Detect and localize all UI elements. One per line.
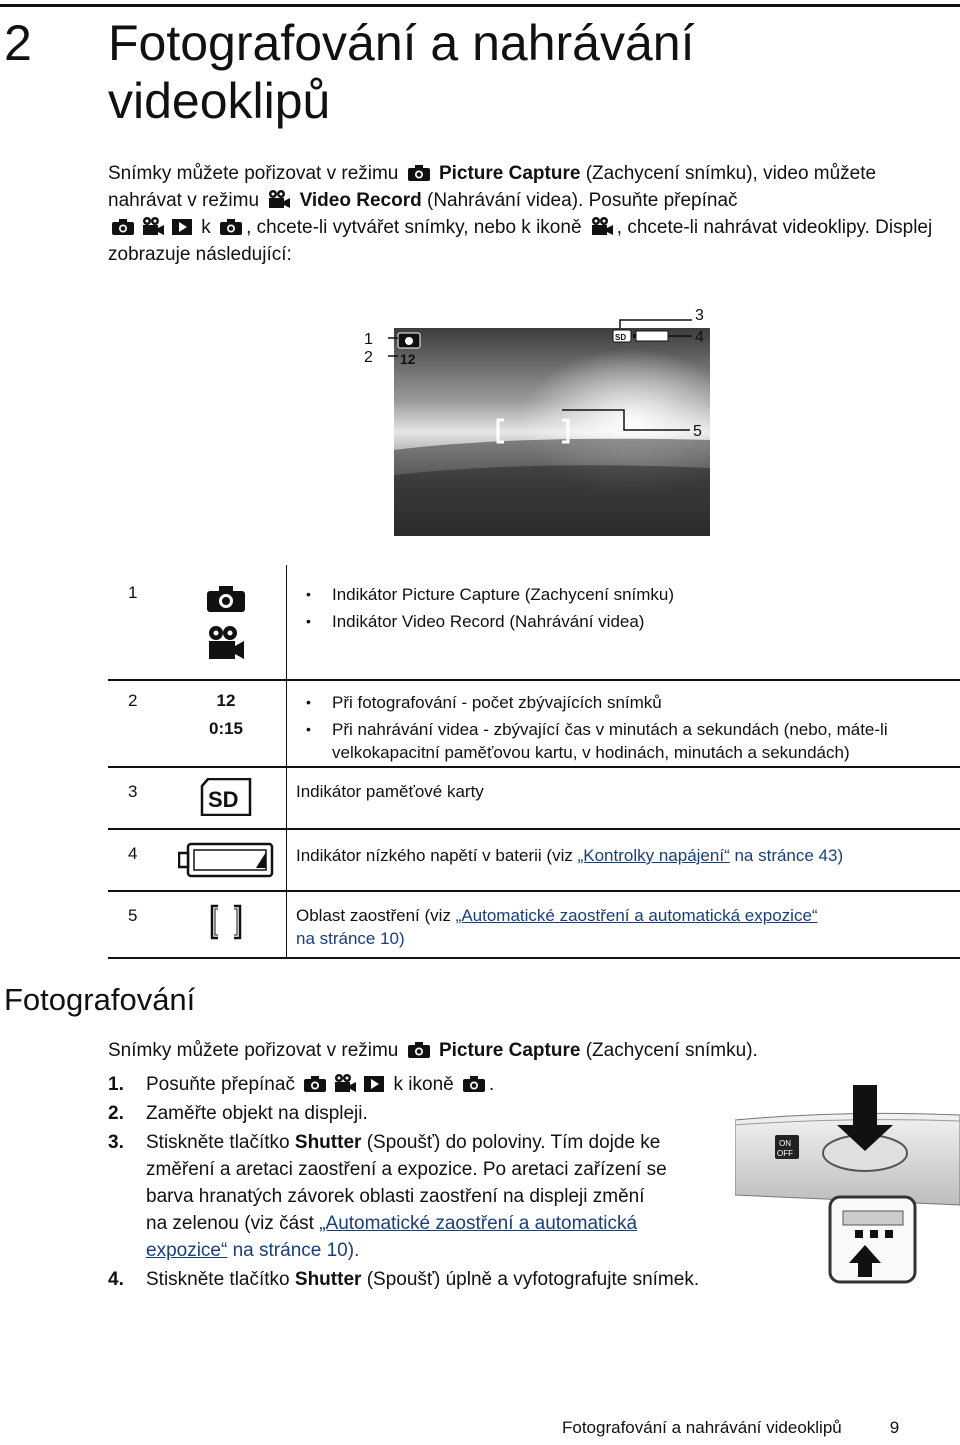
legend-row: 2 12 0:15 • Při fotografování - počet zbývajících snímků • Při nahrávání videa - zbývající čas v minutách a sekundách (nebo, máte-li velkokapacitní paměťovou kartu, v hodinách, minutách a sekundách) (108, 681, 960, 768)
camera-icon (166, 585, 286, 613)
lcd-camera-icon (398, 333, 420, 348)
camera-on-label: ON (779, 1139, 791, 1148)
battery-link[interactable]: „Kontrolky napájení“ (577, 846, 730, 865)
page-number: 9 (889, 1418, 900, 1437)
lcd-display-illustration (362, 300, 722, 540)
lcd-callout-1: 1 (364, 331, 373, 348)
lcd-callout-2: 2 (364, 349, 373, 366)
lcd-battery-icon (633, 331, 668, 341)
step-3: 3. Stiskněte tlačítko Shutter (Spoušť) do poloviny. Tím dojde ke změření a aretaci zaostření a expozice. Po aretaci zařízení se barva hranatých závorek oblasti zaostření na displeji změní na zelenou (viz část „Automatické zaostření a automatická expozice“ na stránce 10). (108, 1132, 667, 1261)
camera-icon (407, 1041, 431, 1059)
section-title: Fotografování (4, 982, 196, 1017)
camera-icon (407, 164, 431, 182)
time-remaining-value: 0:15 (208, 719, 244, 738)
lcd-callout-4: 4 (695, 329, 704, 346)
camera-off-label: OFF (777, 1149, 793, 1158)
video-camera-icon (141, 216, 165, 236)
intro-paragraph: Snímky můžete pořizovat v režimu Picture Capture (Zachycení snímku), video můžete nahrávat v režimu Video Record (Nahrávání videa). Posuňte přepínač k , chcete-li vytvářet snímky, nebo k ikoně , chcete-li nahrávat videoklipy. Displej zobrazuje následující: (108, 163, 933, 265)
step-2: 2. Zaměřte objekt na displeji. (108, 1103, 368, 1124)
svg-text:SD: SD (615, 333, 627, 342)
svg-text:SD: SD (208, 787, 239, 812)
legend-row: 3 SD Indikátor paměťové karty (108, 768, 960, 830)
autofocus-link[interactable]: „Automatické zaostření a automatická expozice“ (455, 906, 818, 925)
top-rule (0, 4, 960, 7)
playback-icon (171, 218, 193, 236)
camera-icon (219, 218, 243, 236)
video-camera-icon (267, 189, 291, 209)
section-intro: Snímky můžete pořizovat v režimu Picture Capture (Zachycení snímku). (108, 1040, 758, 1061)
camera-icon (111, 218, 135, 236)
lcd-callout-5: 5 (693, 423, 702, 440)
lcd-shots-remaining: 12 (400, 351, 416, 367)
chapter-title: Fotografování a nahrávání videoklipů (108, 15, 695, 129)
legend-row: 5 Oblast zaostření (viz „Automatické zaostření a automatická expozice“ na stránce 10) (108, 892, 960, 959)
lcd-callout-3: 3 (695, 307, 704, 324)
legend-table (108, 565, 960, 959)
camera-icon (462, 1075, 486, 1093)
camera-icon (303, 1075, 327, 1093)
step-4: 4. Stiskněte tlačítko Shutter (Spoušť) úplně a vyfotografujte snímek. (108, 1269, 700, 1290)
legend-row: 1 • Indikátor Picture Capture (Zachycení snímku) • Indikátor Video Record (Nahrávání videa) (108, 565, 960, 681)
video-camera-icon (166, 625, 286, 661)
legend-row: 4 Indikátor nízkého napětí v baterii (viz „Kontrolky napájení“ na stránce 43) (108, 830, 960, 892)
video-camera-icon (333, 1073, 357, 1093)
page-footer: Fotografování a nahrávání videoklipů 9 (562, 1418, 900, 1437)
autofocus-step-link[interactable]: „Automatické zaostření a automatická expozice“ (146, 1213, 638, 1261)
focus-brackets-icon (166, 904, 286, 940)
playback-icon (363, 1075, 385, 1093)
lcd-sd-icon (613, 330, 631, 342)
video-camera-icon (590, 216, 614, 236)
chapter-number: 2 (4, 15, 32, 71)
camera-shutter-illustration (735, 1085, 960, 1285)
step-1: 1. Posuňte přepínač k ikoně . (108, 1074, 495, 1095)
battery-low-icon (166, 842, 286, 878)
steps-list (108, 1071, 700, 1295)
sd-card-icon (166, 778, 286, 816)
shots-remaining-value: 12 (216, 691, 236, 710)
